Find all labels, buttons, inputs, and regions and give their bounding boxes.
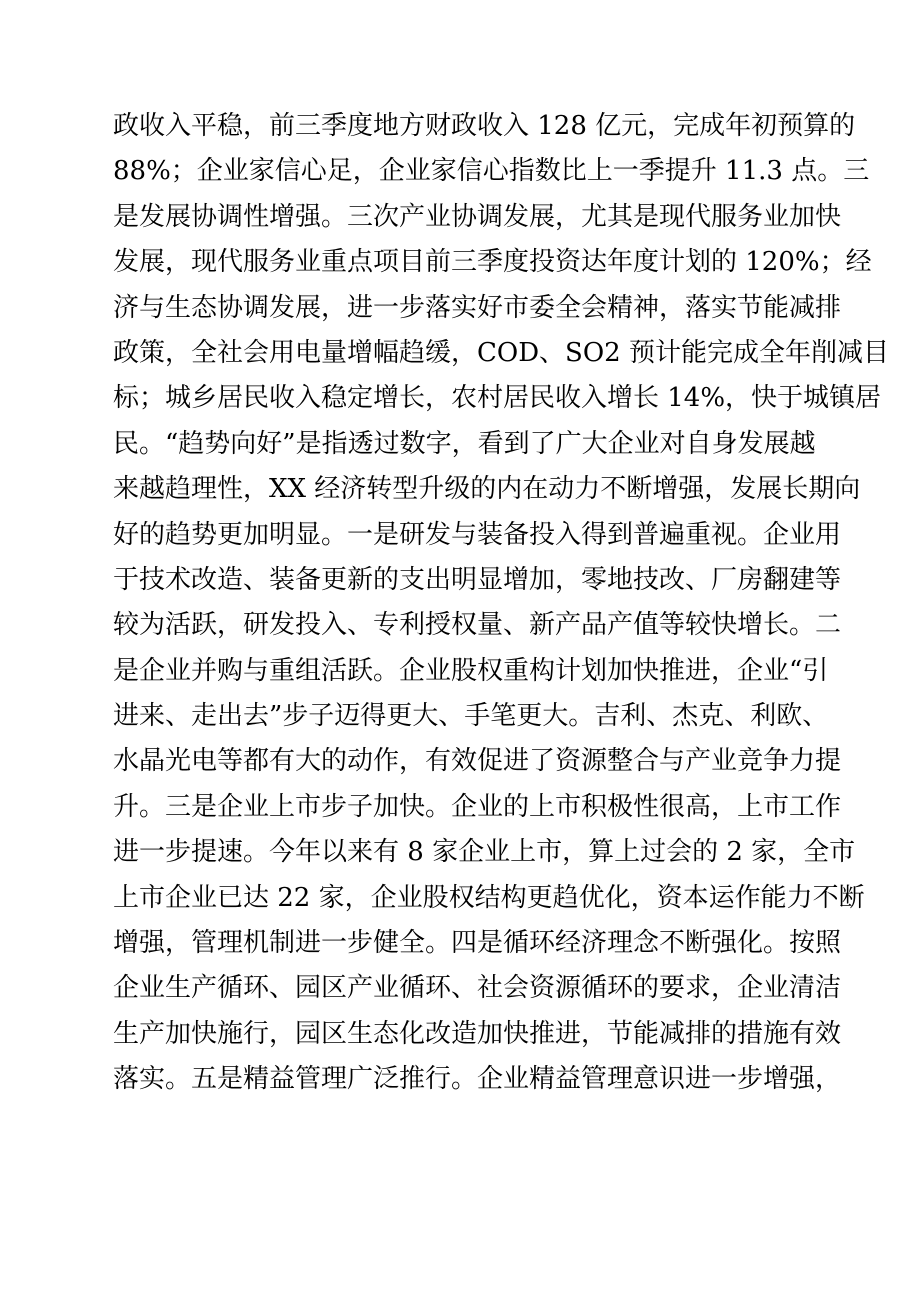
text-line: 落实。五是精益管理广泛推行。企业精益管理意识进一步增强，	[113, 1064, 842, 1095]
text-line: 企业生产循环、园区产业循环、社会资源循环的要求，企业清洁	[113, 973, 842, 1004]
text-line: 政策，全社会用电量增幅趋缓，COD、SO2 预计能完成全年削减目	[113, 337, 889, 368]
text-line: 济与生态协调发展，进一步落实好市委全会精神，落实节能减排	[113, 292, 842, 323]
text-line: 升。三是企业上市步子加快。企业的上市积极性很高，上市工作	[113, 791, 842, 822]
text-line: 是企业并购与重组活跃。企业股权重构计划加快推进，企业“引	[113, 655, 829, 686]
text-line: 生产加快施行，园区生态化改造加快推进，节能减排的措施有效	[113, 1018, 842, 1049]
text-line: 发展，现代服务业重点项目前三季度投资达年度计划的 120%；经	[113, 247, 872, 278]
text-line: 来越趋理性，XX 经济转型升级的内在动力不断增强，发展长期向	[113, 474, 861, 505]
text-line: 88%；企业家信心足，企业家信心指数比上一季提升 11.3 点。三	[113, 156, 870, 187]
text-line: 进来、走出去”步子迈得更大、手笔更大。吉利、杰克、利欧、	[113, 701, 829, 732]
text-line: 水晶光电等都有大的动作，有效促进了资源整合与产业竞争力提	[113, 746, 842, 777]
text-line: 标；城乡居民收入稳定增长，农村居民收入增长 14%，快于城镇居	[113, 383, 882, 414]
text-line: 进一步提速。今年以来有 8 家企业上市，算上过会的 2 家，全市	[113, 837, 856, 868]
body-text	[113, 104, 889, 1103]
text-line: 于技术改造、装备更新的支出明显增加，零地技改、厂房翻建等	[113, 564, 842, 595]
text-line: 民。“趋势向好”是指透过数字，看到了广大企业对自身发展越	[113, 428, 816, 459]
text-line: 好的趋势更加明显。一是研发与装备投入得到普遍重视。企业用	[113, 519, 842, 550]
text-line: 上市企业已达 22 家，企业股权结构更趋优化，资本运作能力不断	[113, 882, 865, 913]
text-line: 是发展协调性增强。三次产业协调发展，尤其是现代服务业加快	[113, 201, 842, 232]
text-line: 增强，管理机制进一步健全。四是循环经济理念不断强化。按照	[113, 928, 842, 959]
text-line: 政收入平稳，前三季度地方财政收入 128 亿元，完成年初预算的	[113, 111, 856, 141]
text-line: 较为活跃，研发投入、专利授权量、新产品产值等较快增长。二	[113, 610, 842, 641]
